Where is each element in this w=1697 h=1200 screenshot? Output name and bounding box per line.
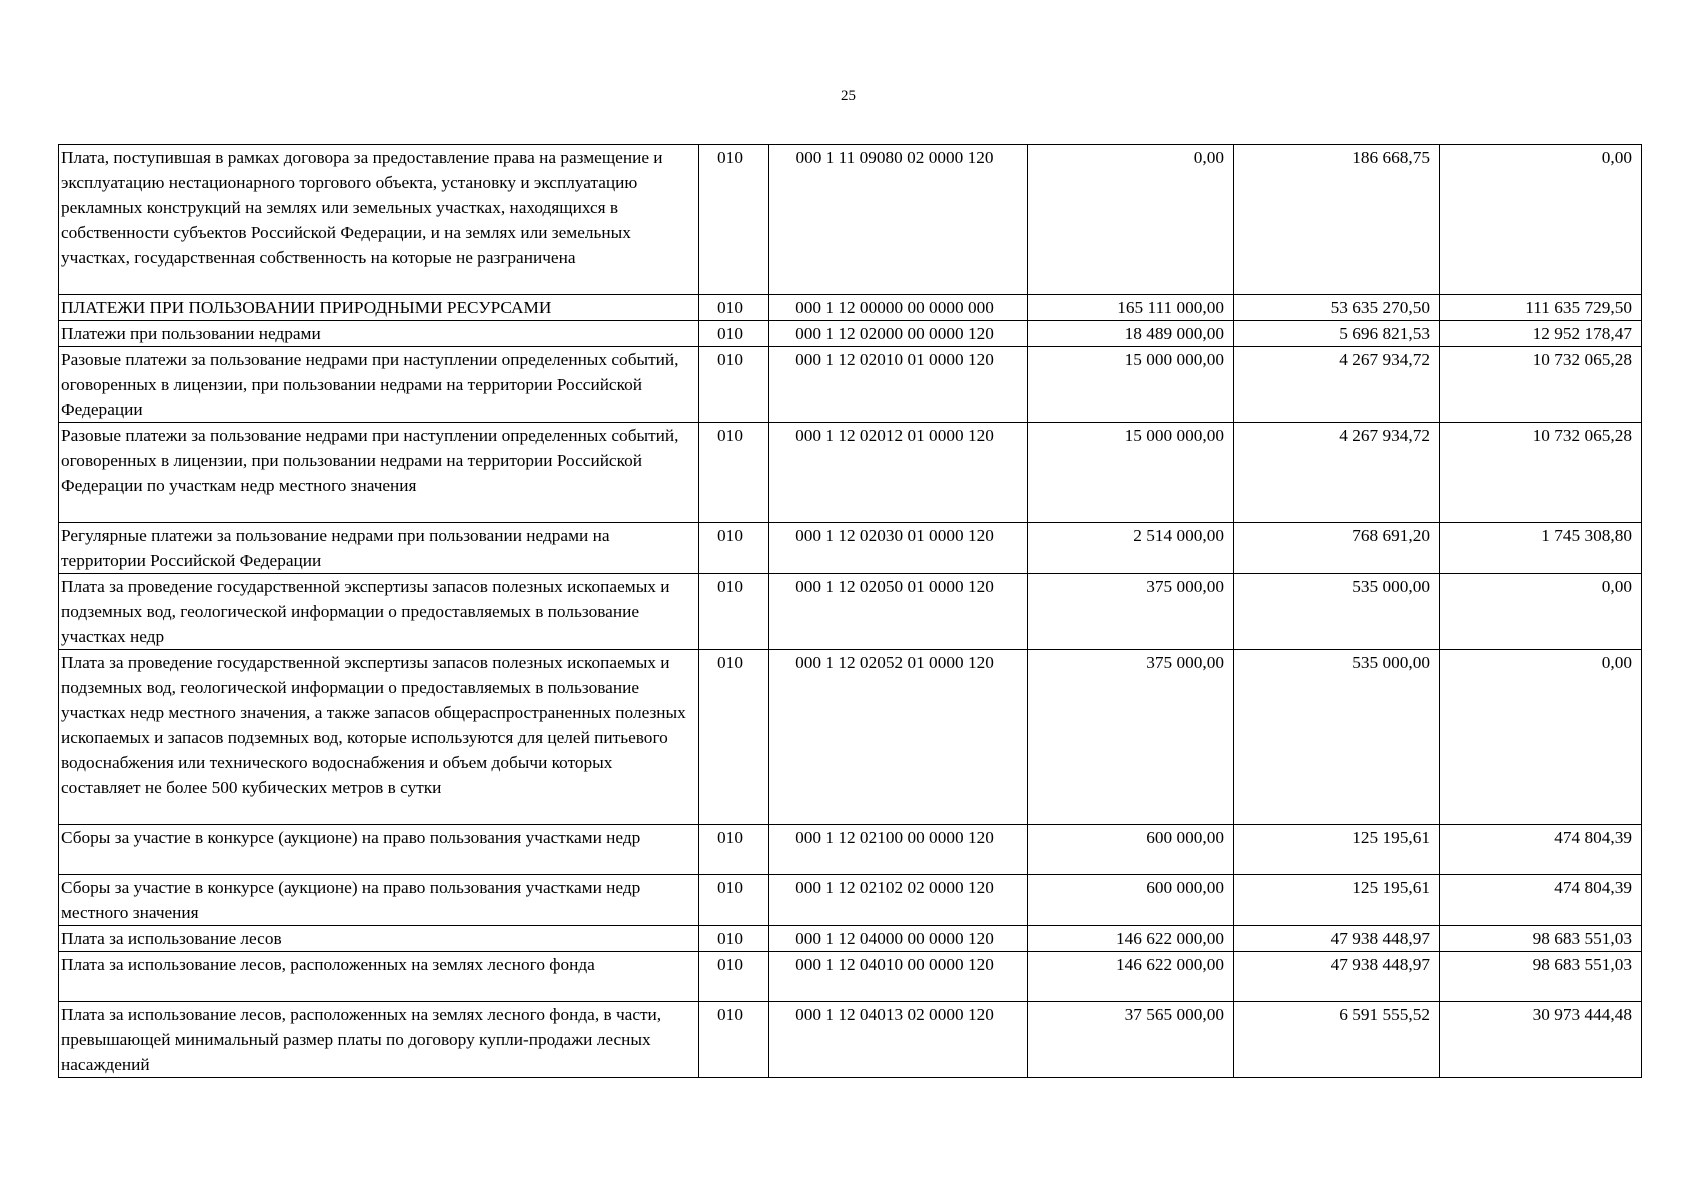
row-budget-code: 000 1 12 02100 00 0000 120 [769, 825, 1028, 875]
row-budget-code: 000 1 12 04010 00 0000 120 [769, 952, 1028, 1002]
row-executed-amount: 186 668,75 [1234, 145, 1440, 295]
row-unexecuted-amount: 30 973 444,48 [1440, 1002, 1642, 1078]
row-unexecuted-amount: 474 804,39 [1440, 875, 1642, 926]
row-budget-code: 000 1 12 02000 00 0000 120 [769, 321, 1028, 347]
row-line-code: 010 [699, 295, 769, 321]
row-executed-amount: 4 267 934,72 [1234, 423, 1440, 523]
row-budget-code: 000 1 12 02052 01 0000 120 [769, 650, 1028, 825]
table-row [59, 1002, 1642, 1078]
row-name: Сборы за участие в конкурсе (аукционе) на право пользования участками недр [59, 825, 699, 875]
row-unexecuted-amount: 0,00 [1440, 574, 1642, 650]
row-line-code: 010 [699, 523, 769, 574]
row-name: Плата за проведение государственной экспертизы запасов полезных ископаемых и подземных вод, геологической информации о предоставляемых в пользование участках недр местного значения, а также запасов общераспространенных полезных ископаемых и запасов подземных вод, которые используются для целей питьевого водоснабжения или технического водоснабжения и объем добычи которых составляет не более 500 кубических метров в сутки [59, 650, 699, 825]
table-row [59, 321, 1642, 347]
row-approved-amount: 0,00 [1028, 145, 1234, 295]
row-line-code: 010 [699, 650, 769, 825]
table-row [59, 650, 1642, 825]
table-row [59, 926, 1642, 952]
row-line-code: 010 [699, 1002, 769, 1078]
row-name: Плата, поступившая в рамках договора за предоставление права на размещение и эксплуатацию нестационарного торгового объекта, установку и эксплуатацию рекламных конструкций на землях или земельных участках, находящихся в собственности субъектов Российской Федерации, и на землях или земельных участках, государственная собственность на которые не разграничена [59, 145, 699, 295]
table-row [59, 423, 1642, 523]
row-name: Плата за проведение государственной экспертизы запасов полезных ископаемых и подземных вод, геологической информации о предоставляемых в пользование участках недр [59, 574, 699, 650]
row-executed-amount: 5 696 821,53 [1234, 321, 1440, 347]
row-executed-amount: 768 691,20 [1234, 523, 1440, 574]
row-executed-amount: 4 267 934,72 [1234, 347, 1440, 423]
table-row [59, 347, 1642, 423]
row-budget-code: 000 1 12 02050 01 0000 120 [769, 574, 1028, 650]
row-name: Регулярные платежи за пользование недрами при пользовании недрами на территории Российской Федерации [59, 523, 699, 574]
row-unexecuted-amount: 0,00 [1440, 650, 1642, 825]
row-budget-code: 000 1 12 00000 00 0000 000 [769, 295, 1028, 321]
row-unexecuted-amount: 10 732 065,28 [1440, 347, 1642, 423]
row-unexecuted-amount: 12 952 178,47 [1440, 321, 1642, 347]
row-line-code: 010 [699, 875, 769, 926]
revenue-table [58, 144, 1642, 1078]
row-budget-code: 000 1 12 02030 01 0000 120 [769, 523, 1028, 574]
table-row [59, 875, 1642, 926]
row-line-code: 010 [699, 926, 769, 952]
row-approved-amount: 600 000,00 [1028, 825, 1234, 875]
row-budget-code: 000 1 12 04000 00 0000 120 [769, 926, 1028, 952]
row-unexecuted-amount: 111 635 729,50 [1440, 295, 1642, 321]
row-approved-amount: 146 622 000,00 [1028, 926, 1234, 952]
row-unexecuted-amount: 10 732 065,28 [1440, 423, 1642, 523]
table-row [59, 145, 1642, 295]
row-unexecuted-amount: 0,00 [1440, 145, 1642, 295]
row-line-code: 010 [699, 825, 769, 875]
row-budget-code: 000 1 11 09080 02 0000 120 [769, 145, 1028, 295]
row-executed-amount: 125 195,61 [1234, 875, 1440, 926]
row-name: ПЛАТЕЖИ ПРИ ПОЛЬЗОВАНИИ ПРИРОДНЫМИ РЕСУРСАМИ [59, 295, 699, 321]
table-row [59, 523, 1642, 574]
row-line-code: 010 [699, 321, 769, 347]
row-line-code: 010 [699, 423, 769, 523]
row-name: Разовые платежи за пользование недрами при наступлении определенных событий, оговоренных в лицензии, при пользовании недрами на территории Российской Федерации по участкам недр местного значения [59, 423, 699, 523]
row-line-code: 010 [699, 145, 769, 295]
row-approved-amount: 165 111 000,00 [1028, 295, 1234, 321]
row-executed-amount: 47 938 448,97 [1234, 952, 1440, 1002]
table-row [59, 295, 1642, 321]
table-row [59, 952, 1642, 1002]
row-line-code: 010 [699, 952, 769, 1002]
row-approved-amount: 37 565 000,00 [1028, 1002, 1234, 1078]
row-name: Плата за использование лесов, расположенных на землях лесного фонда, в части, превышающей минимальный размер платы по договору купли-продажи лесных насаждений [59, 1002, 699, 1078]
table-row [59, 825, 1642, 875]
page-number: 25 [841, 88, 856, 104]
row-executed-amount: 53 635 270,50 [1234, 295, 1440, 321]
row-unexecuted-amount: 474 804,39 [1440, 825, 1642, 875]
row-approved-amount: 600 000,00 [1028, 875, 1234, 926]
row-name: Сборы за участие в конкурсе (аукционе) на право пользования участками недр местного значения [59, 875, 699, 926]
row-approved-amount: 375 000,00 [1028, 574, 1234, 650]
row-unexecuted-amount: 1 745 308,80 [1440, 523, 1642, 574]
row-executed-amount: 47 938 448,97 [1234, 926, 1440, 952]
row-name: Плата за использование лесов, расположенных на землях лесного фонда [59, 952, 699, 1002]
row-budget-code: 000 1 12 02102 02 0000 120 [769, 875, 1028, 926]
row-unexecuted-amount: 98 683 551,03 [1440, 952, 1642, 1002]
row-budget-code: 000 1 12 02012 01 0000 120 [769, 423, 1028, 523]
row-approved-amount: 146 622 000,00 [1028, 952, 1234, 1002]
row-budget-code: 000 1 12 04013 02 0000 120 [769, 1002, 1028, 1078]
row-line-code: 010 [699, 347, 769, 423]
row-name: Разовые платежи за пользование недрами при наступлении определенных событий, оговоренных в лицензии, при пользовании недрами на территории Российской Федерации [59, 347, 699, 423]
row-approved-amount: 18 489 000,00 [1028, 321, 1234, 347]
row-unexecuted-amount: 98 683 551,03 [1440, 926, 1642, 952]
row-executed-amount: 125 195,61 [1234, 825, 1440, 875]
row-executed-amount: 535 000,00 [1234, 574, 1440, 650]
row-approved-amount: 375 000,00 [1028, 650, 1234, 825]
row-name: Плата за использование лесов [59, 926, 699, 952]
row-budget-code: 000 1 12 02010 01 0000 120 [769, 347, 1028, 423]
row-approved-amount: 15 000 000,00 [1028, 347, 1234, 423]
table-row [59, 574, 1642, 650]
row-name: Платежи при пользовании недрами [59, 321, 699, 347]
row-line-code: 010 [699, 574, 769, 650]
row-approved-amount: 2 514 000,00 [1028, 523, 1234, 574]
row-executed-amount: 6 591 555,52 [1234, 1002, 1440, 1078]
row-executed-amount: 535 000,00 [1234, 650, 1440, 825]
row-approved-amount: 15 000 000,00 [1028, 423, 1234, 523]
